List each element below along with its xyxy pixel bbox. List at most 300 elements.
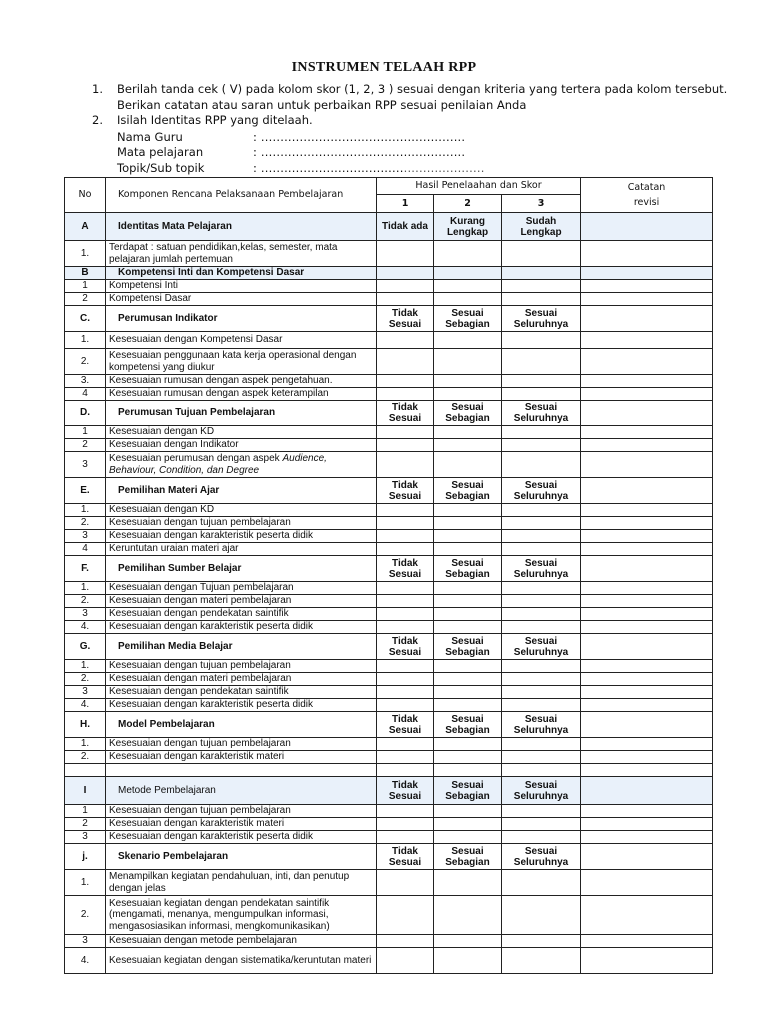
criteria-text [106,530,377,543]
score-cell-2[interactable] [434,388,502,401]
score-cell-3[interactable] [502,530,581,543]
instructions [92,82,732,176]
score-cell-1[interactable] [377,517,434,530]
score-cell-1[interactable] [377,452,434,478]
criteria-text-main: Kesesuaian dengan KD [109,504,215,516]
header-score-2: 2 [434,195,502,213]
criteria-text [106,608,377,621]
notes-cell[interactable] [581,608,713,621]
criteria-text [106,280,377,293]
score-cell-3[interactable] [502,738,581,751]
table-row [65,935,713,948]
notes-cell[interactable] [581,595,713,608]
notes-cell[interactable] [581,818,713,831]
header-score-3: 3 [502,195,581,213]
score-cell-1[interactable] [377,388,434,401]
criteria-text [106,439,377,452]
section-row [65,401,713,426]
score-cell-1[interactable] [377,280,434,293]
header-component: Komponen Rencana Pelaksanaan Pembelajaran [106,178,377,213]
score-cell-2[interactable] [434,870,502,896]
notes-cell[interactable] [581,686,713,699]
instruction-number: 1. [92,82,103,96]
criteria-number: 2. [65,673,106,686]
score-cell-1[interactable] [377,543,434,556]
table-row [65,805,713,818]
criteria-text [106,241,377,267]
notes-cell[interactable] [581,267,713,280]
criteria-number: 1 [65,426,106,439]
criteria-number: 2. [65,595,106,608]
notes-cell[interactable] [581,388,713,401]
score-cell-1[interactable] [377,831,434,844]
score-cell-2[interactable] [434,280,502,293]
score-cell-2[interactable] [434,349,502,375]
score-label-2: Sesuai Sebagian [434,634,502,660]
table-row [65,699,713,712]
score-cell-1[interactable] [377,818,434,831]
score-label-1: Tidak Sesuai [377,844,434,870]
criteria-number [65,764,106,777]
criteria-text-main: Kesesuaian dengan pendekatan saintifik [109,608,289,620]
score-cell-2[interactable] [434,375,502,388]
score-cell-2[interactable] [434,831,502,844]
score-label-2: Sesuai Sebagian [434,556,502,582]
score-cell-3[interactable] [502,896,581,935]
score-cell-1[interactable] [377,439,434,452]
criteria-text-main: Kesesuaian rumusan dengan aspek pengetahuan. [109,375,333,387]
instruction-text: Isilah Identitas RPP yang ditelaah. [117,113,313,127]
table-row [65,831,713,844]
section-row [65,267,713,280]
header-notes-line2: revisi [633,197,660,208]
table-row [65,439,713,452]
score-cell-3[interactable] [502,805,581,818]
criteria-number: 1 [65,280,106,293]
table-row [65,738,713,751]
score-label-3: Sesuai Seluruhnya [502,478,581,504]
criteria-text-main: Kesesuaian dengan Indikator [109,439,239,451]
score-cell-2[interactable] [434,751,502,764]
score-cell-2[interactable] [434,504,502,517]
score-cell-1[interactable] [377,241,434,267]
criteria-number: 3. [65,375,106,388]
score-cell-3[interactable] [502,504,581,517]
section-title: Pemilihan Materi Ajar [106,478,377,504]
notes-cell[interactable] [581,543,713,556]
score-label-2: Sesuai Sebagian [434,712,502,738]
header-score-1: 1 [377,195,434,213]
score-cell-2[interactable] [434,582,502,595]
score-cell-2[interactable] [434,686,502,699]
criteria-number: 3 [65,935,106,948]
criteria-text-main: Kesesuaian dengan karakteristik peserta didik [109,699,314,711]
criteria-number: 2 [65,818,106,831]
score-cell-1[interactable] [377,349,434,375]
notes-cell[interactable] [581,556,713,582]
notes-cell[interactable] [581,673,713,686]
score-label-3: Sudah Lengkap [502,213,581,241]
section-title: Perumusan Tujuan Pembelajaran [106,401,377,426]
notes-cell[interactable] [581,844,713,870]
notes-cell[interactable] [581,870,713,896]
score-cell-3[interactable] [502,517,581,530]
criteria-text-main: Kesesuaian dengan karakteristik peserta didik [109,530,314,542]
identity-value[interactable]: : ..................................................... [253,129,466,144]
score-cell-1[interactable] [377,896,434,935]
criteria-text-main: Kesesuaian dengan pendekatan saintifik [109,686,289,698]
score-label-3: Sesuai Seluruhnya [502,634,581,660]
score-label-1: Tidak Sesuai [377,712,434,738]
score-cell-2[interactable] [434,818,502,831]
notes-cell[interactable] [581,948,713,974]
criteria-text [106,870,377,896]
score-cell-2[interactable] [434,948,502,974]
score-cell-3[interactable] [502,349,581,375]
table-row [65,673,713,686]
score-cell-2[interactable] [434,452,502,478]
criteria-text-main: Kesesuaian dengan Kompetensi Dasar [109,334,283,346]
score-label-2: Sesuai Sebagian [434,478,502,504]
score-cell-2[interactable] [434,595,502,608]
table-row [65,870,713,896]
criteria-text [106,673,377,686]
criteria-number: 3 [65,452,106,478]
section-title: Metode Pembelajaran [106,777,377,805]
criteria-number: 2. [65,896,106,935]
section-row [65,478,713,504]
identity-label: Nama Guru [117,129,183,144]
identity-value-faint: ..................... [403,160,485,175]
section-title: Skenario Pembelajaran [106,844,377,870]
score-cell-1[interactable] [377,530,434,543]
criteria-text [106,805,377,818]
section-title: Pemilihan Media Belajar [106,634,377,660]
notes-cell[interactable] [581,241,713,267]
section-code: A [65,213,106,241]
criteria-text-main: Kesesuaian perumusan dengan aspek [109,453,283,464]
section-row [65,777,713,805]
score-cell-1[interactable] [377,870,434,896]
score-cell-3[interactable] [502,621,581,634]
table-row [65,660,713,673]
criteria-number: 1. [65,332,106,349]
score-cell-3[interactable] [502,332,581,349]
criteria-text [106,388,377,401]
review-table [64,177,713,974]
score-cell-3[interactable] [502,673,581,686]
criteria-text-main: Kesesuaian dengan tujuan pembelajaran [109,660,291,672]
section-code: B [65,267,106,280]
criteria-number: 1. [65,870,106,896]
criteria-text-main: Kesesuaian dengan tujuan pembelajaran [109,805,291,817]
score-label-3: Sesuai Seluruhnya [502,712,581,738]
score-cell-3[interactable] [502,452,581,478]
criteria-text-italic: Audience, Behaviour, Condition, dan Degree [109,453,327,476]
notes-cell[interactable] [581,634,713,660]
score-label-3: Sesuai Seluruhnya [502,401,581,426]
score-cell-1[interactable] [377,764,434,777]
notes-cell[interactable] [581,764,713,777]
score-cell-1[interactable] [377,673,434,686]
score-cell-1[interactable] [377,595,434,608]
instruction-number: 2. [92,113,103,127]
identity-row [117,130,732,146]
notes-cell[interactable] [581,332,713,349]
score-cell-3[interactable] [502,608,581,621]
score-cell-3[interactable] [502,935,581,948]
score-cell-2[interactable] [434,608,502,621]
criteria-number: 3 [65,831,106,844]
section-code: H. [65,712,106,738]
score-cell-3[interactable] [502,660,581,673]
section-code: j. [65,844,106,870]
criteria-text [106,293,377,306]
notes-cell[interactable] [581,280,713,293]
notes-cell[interactable] [581,517,713,530]
table-row [65,241,713,267]
criteria-text [106,660,377,673]
score-label-2: Sesuai Sebagian [434,844,502,870]
score-cell-3[interactable] [502,948,581,974]
notes-cell[interactable] [581,293,713,306]
criteria-number: 4. [65,948,106,974]
score-cell-3[interactable] [502,764,581,777]
identity-row [117,161,732,177]
score-cell-1[interactable] [377,426,434,439]
score-cell-1[interactable] [377,332,434,349]
notes-cell[interactable] [581,738,713,751]
score-label-3: Sesuai Seluruhnya [502,306,581,332]
criteria-number: 1. [65,660,106,673]
score-cell-3[interactable] [502,293,581,306]
score-cell-1[interactable] [377,935,434,948]
criteria-number: 1. [65,582,106,595]
header-result: Hasil Penelaahan dan Skor [377,178,581,195]
score-cell-1[interactable] [377,751,434,764]
score-label-3 [502,267,581,280]
identity-value[interactable]: : ..................................................... [253,145,466,159]
criteria-text-main: Kesesuaian dengan karakteristik materi [109,751,285,763]
score-cell-1[interactable] [377,608,434,621]
table-row [65,818,713,831]
score-cell-2[interactable] [434,241,502,267]
score-cell-2[interactable] [434,517,502,530]
score-cell-3[interactable] [502,241,581,267]
score-cell-2[interactable] [434,896,502,935]
table-row [65,948,713,974]
criteria-text-main: Kompetensi Dasar [109,293,192,305]
notes-cell[interactable] [581,699,713,712]
score-cell-2[interactable] [434,543,502,556]
criteria-text-main: Kesesuaian dengan KD [109,426,215,438]
table-row [65,621,713,634]
table-row [65,293,713,306]
notes-cell[interactable] [581,306,713,332]
notes-cell[interactable] [581,582,713,595]
notes-cell[interactable] [581,896,713,935]
score-label-1 [377,267,434,280]
table-row [65,375,713,388]
score-cell-3[interactable] [502,686,581,699]
score-cell-2[interactable] [434,332,502,349]
criteria-text [106,332,377,349]
section-title: Kompetensi Inti dan Kompetensi Dasar [106,267,377,280]
table-row [65,504,713,517]
score-label-3: Sesuai Seluruhnya [502,777,581,805]
score-cell-1[interactable] [377,375,434,388]
score-cell-1[interactable] [377,948,434,974]
score-cell-3[interactable] [502,439,581,452]
notes-cell[interactable] [581,349,713,375]
criteria-text [106,595,377,608]
identity-value[interactable] [253,161,485,177]
criteria-text-main: Kesesuaian kegiatan dengan sistematika/keruntutan materi [109,954,372,966]
criteria-number: 4. [65,621,106,634]
section-code: F. [65,556,106,582]
score-label-1: Tidak Sesuai [377,306,434,332]
score-cell-2[interactable] [434,530,502,543]
score-cell-1[interactable] [377,582,434,595]
notes-cell[interactable] [581,805,713,818]
score-cell-3[interactable] [502,751,581,764]
score-cell-2[interactable] [434,439,502,452]
section-row [65,844,713,870]
score-cell-1[interactable] [377,293,434,306]
score-cell-1[interactable] [377,504,434,517]
table-row [65,426,713,439]
score-cell-3[interactable] [502,831,581,844]
score-cell-1[interactable] [377,805,434,818]
notes-cell[interactable] [581,621,713,634]
table-row [65,280,713,293]
score-cell-3[interactable] [502,582,581,595]
criteria-text [106,764,377,777]
notes-cell[interactable] [581,375,713,388]
score-label-1: Tidak Sesuai [377,478,434,504]
score-cell-3[interactable] [502,595,581,608]
criteria-text-main: Kesesuaian dengan materi pembelajaran [109,595,292,607]
criteria-number: 1. [65,738,106,751]
criteria-text-main: Kesesuaian dengan karakteristik peserta didik [109,621,314,633]
identity-label: Topik/Sub topik [117,160,205,175]
score-cell-3[interactable] [502,818,581,831]
notes-cell[interactable] [581,478,713,504]
score-cell-2[interactable] [434,805,502,818]
criteria-text-main: Terdapat : satuan pendidikan,kelas, semester, mata pelajaran jumlah pertemuan [109,242,338,265]
table-row [65,764,713,777]
score-cell-1[interactable] [377,738,434,751]
page-title: INSTRUMEN TELAAH RPP [291,60,477,75]
score-cell-1[interactable] [377,621,434,634]
criteria-number: 4 [65,543,106,556]
score-cell-2[interactable] [434,764,502,777]
section-row [65,634,713,660]
section-code: C. [65,306,106,332]
score-cell-2[interactable] [434,293,502,306]
notes-cell[interactable] [581,777,713,805]
score-cell-2[interactable] [434,621,502,634]
score-label-2: Sesuai Sebagian [434,306,502,332]
score-cell-3[interactable] [502,870,581,896]
criteria-number: 2. [65,349,106,375]
notes-cell[interactable] [581,452,713,478]
criteria-text-main: Kesesuaian dengan materi pembelajaran [109,673,292,685]
criteria-text-main: Kesesuaian dengan tujuan pembelajaran [109,517,291,529]
criteria-text [106,699,377,712]
criteria-text [106,935,377,948]
score-cell-2[interactable] [434,673,502,686]
notes-cell[interactable] [581,426,713,439]
criteria-number: 3 [65,686,106,699]
criteria-text-main: Menampilkan kegiatan pendahuluan, inti, dan penutup dengan jelas [109,871,350,894]
table-row [65,595,713,608]
score-cell-2[interactable] [434,699,502,712]
notes-cell[interactable] [581,439,713,452]
notes-cell[interactable] [581,213,713,241]
score-cell-3[interactable] [502,543,581,556]
score-cell-3[interactable] [502,699,581,712]
criteria-text [106,582,377,595]
table-row [65,452,713,478]
criteria-text-main: Kesesuaian rumusan dengan aspek keterampilan [109,388,329,400]
criteria-text [106,349,377,375]
criteria-number: 1. [65,504,106,517]
table-row [65,388,713,401]
score-cell-2[interactable] [434,426,502,439]
identity-value-main: : ..................................... [253,160,404,175]
score-cell-2[interactable] [434,660,502,673]
criteria-text [106,543,377,556]
notes-cell[interactable] [581,660,713,673]
notes-cell[interactable] [581,530,713,543]
section-row [65,213,713,241]
criteria-text [106,738,377,751]
section-title: Identitas Mata Pelajaran [106,213,377,241]
score-cell-3[interactable] [502,426,581,439]
criteria-number: 4. [65,699,106,712]
score-cell-2[interactable] [434,935,502,948]
criteria-text-main: Kesesuaian dengan karakteristik materi [109,818,285,830]
instruction-item [92,113,732,176]
score-label-2: Sesuai Sebagian [434,401,502,426]
score-label-2: Kurang Lengkap [434,213,502,241]
identity-label: Mata pelajaran [117,145,204,159]
section-code: D. [65,401,106,426]
criteria-number: 2 [65,293,106,306]
notes-cell[interactable] [581,935,713,948]
score-cell-3[interactable] [502,388,581,401]
notes-cell[interactable] [581,751,713,764]
score-cell-3[interactable] [502,280,581,293]
score-cell-1[interactable] [377,699,434,712]
criteria-text [106,948,377,974]
criteria-text [106,452,377,478]
criteria-text [106,504,377,517]
header-no: No [65,178,106,213]
score-cell-1[interactable] [377,686,434,699]
notes-cell[interactable] [581,712,713,738]
notes-cell[interactable] [581,504,713,517]
criteria-text-main: Kesesuaian penggunaan kata kerja operasional dengan kompetensi yang diukur [109,350,357,373]
notes-cell[interactable] [581,401,713,426]
criteria-text-main: Kesesuaian dengan Tujuan pembelajaran [109,582,294,594]
score-cell-3[interactable] [502,375,581,388]
score-cell-1[interactable] [377,660,434,673]
section-row [65,712,713,738]
score-cell-2[interactable] [434,738,502,751]
notes-cell[interactable] [581,831,713,844]
